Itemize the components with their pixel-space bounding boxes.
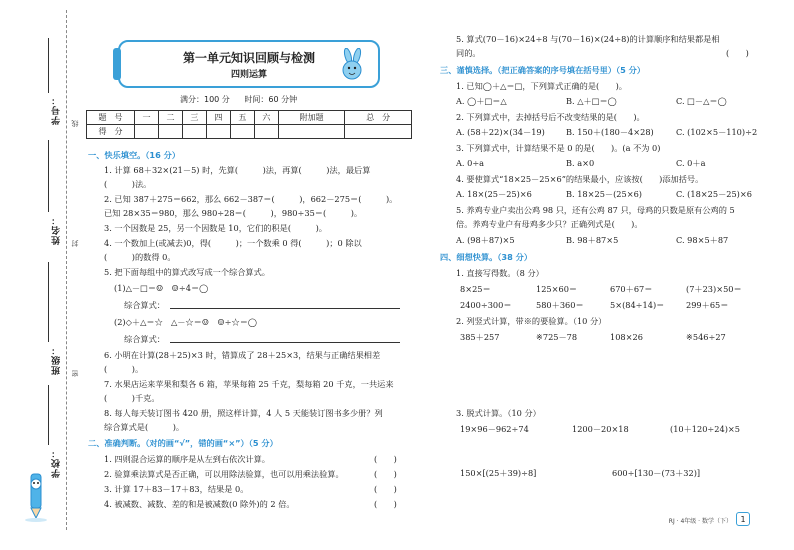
calc-2-item: ※725－78 bbox=[536, 332, 578, 342]
score-cell: 二 bbox=[158, 111, 182, 125]
choice-1-option-b[interactable]: B. △＋□＝◯ bbox=[566, 96, 617, 106]
score-cell: 三 bbox=[182, 111, 206, 125]
name-label: 姓名： bbox=[52, 215, 62, 245]
answer-line[interactable] bbox=[170, 308, 400, 309]
score-cell: 六 bbox=[254, 111, 278, 125]
calc-3-title: 3. 脱式计算。（10 分） bbox=[456, 408, 541, 418]
choice-1: 1. 已知◯＋△＝□，下列算式正确的是( )。 bbox=[456, 81, 627, 91]
score-input-cell[interactable] bbox=[254, 125, 278, 139]
choice-2-option-c[interactable]: C. (102×5－110)÷2 bbox=[676, 127, 758, 137]
footer-text: RJ · 4年级 · 数学（下） bbox=[668, 518, 732, 525]
exam-time: 时间：60 分钟 bbox=[244, 95, 298, 104]
calc-1-item: 125×60＝ bbox=[536, 284, 578, 294]
score-table bbox=[86, 110, 412, 139]
question-8-line-2: 综合算式是( )。 bbox=[104, 422, 185, 432]
rabbit-mascot-icon bbox=[334, 48, 370, 84]
score-cell: 五 bbox=[230, 111, 254, 125]
section-4-title: 四、细想快算。（38 分） bbox=[440, 252, 533, 262]
student-number-line bbox=[48, 38, 49, 93]
question-6-line-1: 6. 小明在计算(28＋25)×3 时，错算成了 28＋25×3，结果与正确结果相差 bbox=[104, 350, 381, 360]
school-line bbox=[48, 385, 49, 445]
calc-1-item: 2400÷300＝ bbox=[460, 300, 512, 310]
question-2-line-2: 已知 28×35＝980，那么 980÷28＝( )，980÷35＝( )。 bbox=[104, 208, 363, 218]
judge-4-answer[interactable]: ( ) bbox=[374, 499, 397, 509]
exam-info bbox=[180, 95, 309, 105]
question-5-part-1: (1)△－□＝☺ ☺÷4＝◯ bbox=[114, 283, 209, 293]
score-table-header-row bbox=[87, 111, 412, 125]
score-input-cell[interactable] bbox=[230, 125, 254, 139]
choice-1-option-c[interactable]: C. □－△＝◯ bbox=[676, 96, 727, 106]
question-5: 5. 把下面每组中的算式改写成一个综合算式。 bbox=[104, 267, 270, 277]
choice-2: 2. 下列算式中，去掉括号后不改变结果的是( )。 bbox=[456, 112, 645, 122]
score-cell: 四 bbox=[206, 111, 230, 125]
question-5-part-2: (2)◇＋△＝☆ △－☆＝☺ ☺÷☆＝◯ bbox=[114, 317, 258, 327]
judge-3: 3. 计算 17＋83－17＋83，结果是 0。 bbox=[104, 484, 249, 494]
question-2-line-1: 2. 已知 387＋275＝662，那么 662－387＝( )，662－275＝( )。 bbox=[104, 194, 398, 204]
score-cell: 得 分 bbox=[87, 125, 135, 139]
seal-mark-seal: 封 bbox=[71, 240, 79, 247]
judge-1-answer[interactable]: ( ) bbox=[374, 454, 397, 464]
score-input-cell[interactable] bbox=[135, 125, 159, 139]
class-label: 班级： bbox=[52, 345, 62, 375]
question-3: 3. 一个因数是 25，另一个因数是 10，它们的积是( )。 bbox=[104, 223, 327, 233]
calc-1-title: 1. 直接写得数。（8 分） bbox=[456, 268, 544, 278]
judge-2-answer[interactable]: ( ) bbox=[374, 469, 397, 479]
question-5-formula-label-1: 综合算式： bbox=[124, 300, 165, 310]
choice-2-option-a[interactable]: A. (58＋22)×(34－19) bbox=[456, 127, 545, 137]
question-7-line-2: ( )千克。 bbox=[104, 393, 160, 403]
choice-3-option-b[interactable]: B. a×0 bbox=[566, 158, 595, 168]
question-8-line-1: 8. 每人每天装订图书 420 册，照这样计算，4 人 5 天能装订图书多少册？列 bbox=[104, 408, 383, 418]
score-cell: 一 bbox=[135, 111, 159, 125]
calc-1-item: 5×(84÷14)＝ bbox=[610, 300, 665, 310]
score-input-cell[interactable] bbox=[278, 125, 345, 139]
left-column bbox=[88, 150, 414, 530]
calc-1-item: 580＋360＝ bbox=[536, 300, 584, 310]
score-cell: 附加题 bbox=[278, 111, 345, 125]
choice-3-option-c[interactable]: C. 0＋a bbox=[676, 158, 706, 168]
judge-5-line-2: 同的。 bbox=[456, 48, 481, 58]
calc-3-item: (10＋120÷24)×5 bbox=[670, 424, 740, 434]
class-line bbox=[48, 262, 49, 342]
question-4-line-2: ( )的数得 0。 bbox=[104, 252, 176, 262]
calc-3-item: 1200－20×18 bbox=[572, 424, 629, 434]
judge-3-answer[interactable]: ( ) bbox=[374, 484, 397, 494]
section-1-title: 一、快乐填空。（16 分） bbox=[88, 150, 181, 160]
calc-1-item: 8×25＝ bbox=[460, 284, 491, 294]
judge-2: 2. 验算乘法算式是否正确，可以用除法验算，也可以用乘法验算。 bbox=[104, 469, 344, 479]
choice-1-option-a[interactable]: A. ◯＋□＝△ bbox=[456, 96, 507, 106]
calc-2-item: 108×26 bbox=[610, 332, 643, 342]
choice-5-option-c[interactable]: C. 98×5＋87 bbox=[676, 235, 729, 245]
question-4-line-1: 4. 一个数加上(或减去)0，得( )；一个数乘 0 得( )；0 除以 bbox=[104, 238, 362, 248]
score-input-cell[interactable] bbox=[345, 125, 412, 139]
question-7-line-1: 7. 水果店运来苹果和梨各 6 箱，苹果每箱 25 千克，梨每箱 20 千克，一共运来 bbox=[104, 379, 394, 389]
page-number: 1 bbox=[736, 512, 750, 526]
name-line bbox=[48, 140, 49, 212]
question-5-formula-label-2: 综合算式： bbox=[124, 334, 165, 344]
seal-mark-secret: 密 bbox=[71, 370, 79, 377]
calc-2-title: 2. 列竖式计算，带※的要验算。（10 分） bbox=[456, 316, 607, 326]
choice-3: 3. 下列算式中，计算结果不是 0 的是( )。(a 不为 0) bbox=[456, 143, 661, 153]
judge-4: 4. 被减数、减数、差的和是被减数(0 除外)的 2 倍。 bbox=[104, 499, 295, 509]
calc-3-item: 150×[(25＋39)÷8] bbox=[460, 468, 537, 478]
answer-line[interactable] bbox=[170, 342, 400, 343]
seal-mark-line: 线 bbox=[71, 120, 79, 127]
judge-5-line-1: 5. 算式(70－16)×24÷8 与(70－16)×(24÷8)的计算顺序和结果都是相 bbox=[456, 34, 720, 44]
score-input-cell[interactable] bbox=[158, 125, 182, 139]
full-score: 满分：100 分 bbox=[180, 95, 230, 104]
judge-1: 1. 四则混合运算的顺序是从左到右依次计算。 bbox=[104, 454, 270, 464]
question-1-line-1: 1. 计算 68＋32×(21－5) 时，先算( )法，再算( )法，最后算 bbox=[104, 165, 371, 175]
page-title: 第一单元知识回顾与检测 bbox=[182, 51, 315, 65]
score-cell: 总 分 bbox=[345, 111, 412, 125]
choice-5-line-1: 5. 养鸡专业户卖出公鸡 98 只，还有公鸡 87 只，母鸡的只数是原有公鸡的 5 bbox=[456, 205, 735, 215]
page-subtitle: 四则运算 bbox=[230, 70, 267, 80]
section-2-title: 二、准确判断。（对的画“√”，错的画“×”）（5 分） bbox=[88, 438, 278, 448]
score-input-cell[interactable] bbox=[206, 125, 230, 139]
calc-1-item: (7＋23)×50＝ bbox=[686, 284, 742, 294]
right-column bbox=[440, 34, 770, 514]
pencil-mascot-icon bbox=[22, 470, 50, 522]
school-label: 学校： bbox=[52, 448, 62, 478]
choice-3-option-a[interactable]: A. 0÷a bbox=[456, 158, 485, 168]
choice-4-option-a[interactable]: A. 18×(25－25)×6 bbox=[456, 189, 532, 199]
choice-5-option-b[interactable]: B. 98＋87×5 bbox=[566, 235, 619, 245]
calc-3-item: 19×96－962÷74 bbox=[460, 424, 529, 434]
choice-4-option-c[interactable]: C. (18×25－25)×6 bbox=[676, 189, 752, 199]
calc-3-item: 600÷[130－(73＋32)] bbox=[612, 468, 701, 478]
question-6-line-2: ( )。 bbox=[104, 364, 144, 374]
score-input-cell[interactable] bbox=[182, 125, 206, 139]
calc-2-item: 385＋257 bbox=[460, 332, 500, 342]
section-3-title: 三、谨慎选择。（把正确答案的序号填在括号里）（5 分） bbox=[440, 65, 646, 75]
title-box bbox=[118, 40, 380, 88]
choice-4: 4. 要使算式“18×25－25×6”的结果最小，应该按( )添加括号。 bbox=[456, 174, 704, 184]
calc-2-item: ※546÷27 bbox=[686, 332, 726, 342]
choice-5-option-a[interactable]: A. (98＋87)×5 bbox=[456, 235, 515, 245]
binding-strip bbox=[0, 0, 84, 550]
student-number-label: 学号： bbox=[52, 95, 62, 125]
question-1-line-2: ( )法。 bbox=[104, 179, 152, 189]
choice-5-line-2: 倍。养鸡专业户有母鸡多少只？正确列式是( )。 bbox=[456, 219, 643, 229]
score-table-score-row bbox=[87, 125, 412, 139]
choice-2-option-b[interactable]: B. 150＋(180－4×28) bbox=[566, 127, 654, 137]
score-cell: 题 号 bbox=[87, 111, 135, 125]
calc-1-item: 670＋67＝ bbox=[610, 284, 653, 294]
calc-1-item: 299＋65＝ bbox=[686, 300, 729, 310]
judge-5-answer[interactable]: ( ) bbox=[726, 48, 749, 58]
choice-4-option-b[interactable]: B. 18×25－(25×6) bbox=[566, 189, 642, 199]
cut-line bbox=[66, 10, 67, 530]
